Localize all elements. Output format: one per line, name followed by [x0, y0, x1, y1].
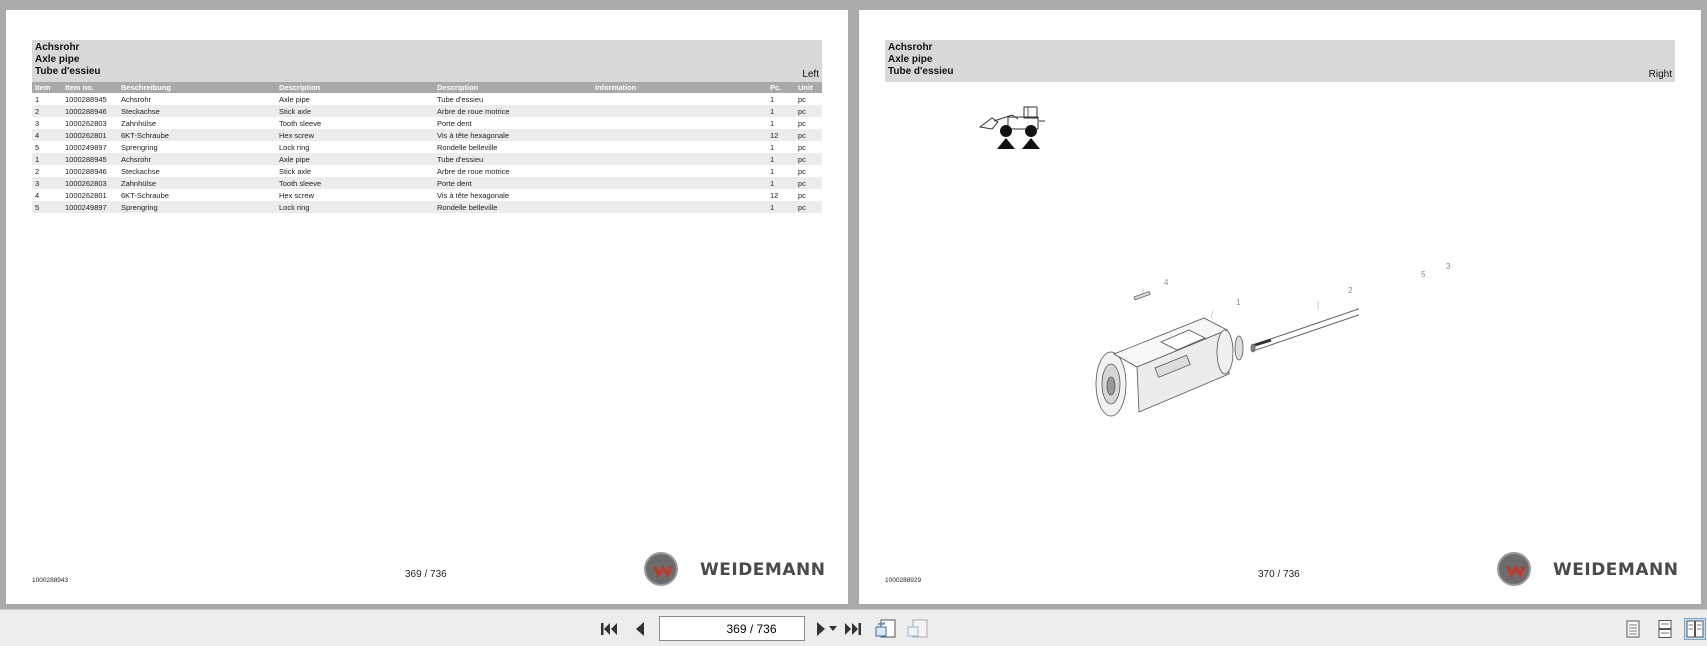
cell-description-fr: Vis à tête hexagonale: [437, 190, 510, 200]
cell-item-no: 1000288945: [62, 153, 118, 165]
two-page-icon: [1686, 620, 1704, 638]
next-page-icon: [814, 621, 828, 637]
cell-description-fr: Rondelle belleville: [437, 142, 498, 152]
callout-3: 3: [1446, 262, 1451, 271]
axle-housing: [1096, 318, 1243, 416]
callout-2: 2: [1348, 286, 1353, 295]
cell-unit: pc: [795, 129, 822, 141]
next-page-button[interactable]: [810, 618, 832, 640]
weidemann-logo-icon: [644, 552, 678, 586]
weidemann-logo: [644, 551, 830, 589]
wheel-loader-icon: [978, 105, 1053, 153]
last-page-icon: [844, 621, 862, 637]
cell-description-fr: Rondelle belleville: [434, 201, 592, 213]
fit-page-icon: [875, 619, 897, 639]
cell-information: [592, 117, 767, 129]
cell-item: 1: [32, 153, 62, 165]
cell-unit: pc: [798, 118, 806, 128]
cell-item-no: 1000249897: [62, 201, 118, 213]
document-number: 1000288943: [32, 577, 69, 584]
cell-unit: pc: [795, 177, 822, 189]
fit-page-button[interactable]: [875, 618, 897, 640]
cell-description-en: Stick axle: [276, 105, 434, 117]
cell-pc: 1: [770, 166, 775, 176]
cell-item: 5: [35, 142, 40, 152]
cell-item: 5: [32, 201, 62, 213]
page-number-input[interactable]: [660, 622, 829, 636]
cell-pc: 12: [767, 129, 795, 141]
cell-item: 2: [35, 166, 40, 176]
cell-item: 2: [32, 105, 62, 117]
hex-screw: [1134, 292, 1150, 300]
cell-pc: 1: [770, 94, 775, 104]
cell-information: [592, 153, 767, 165]
cell-beschreibung: Zahnhülse: [121, 118, 157, 128]
header-description-fr: Description: [434, 82, 592, 93]
cell-pc: 1: [767, 201, 795, 213]
side-label: Left: [802, 69, 819, 80]
weidemann-logo-icon: [1497, 552, 1531, 586]
cell-information: [592, 105, 767, 117]
cell-information: [592, 189, 767, 201]
cell-pc: 1: [770, 118, 775, 128]
header-item-no: Item no.: [62, 82, 118, 93]
cell-item: 3: [32, 177, 62, 189]
header-beschreibung: Beschreibung: [118, 82, 276, 93]
cell-unit: pc: [798, 190, 806, 200]
cell-beschreibung: Sprengring: [118, 201, 276, 213]
cell-information: [592, 165, 767, 177]
parts-table: [32, 82, 822, 213]
cell-description-en: Axle pipe: [279, 94, 310, 104]
cell-description-fr: Arbre de roue motrice: [434, 105, 592, 117]
cell-description-en: Hex screw: [279, 190, 315, 200]
single-page-view-button[interactable]: [1622, 618, 1644, 640]
cell-information: [592, 177, 767, 189]
table-row: [32, 105, 822, 117]
callout-1: 1: [1236, 298, 1241, 307]
two-page-view-button[interactable]: [1684, 618, 1706, 640]
title-german: Achsrohr: [35, 42, 80, 53]
document-number: 1000288929: [885, 577, 922, 584]
axle-pipe-exploded-view: [1089, 272, 1359, 432]
cell-item-no: 1000262801: [62, 129, 118, 141]
cell-beschreibung: Steckachse: [118, 105, 276, 117]
cell-unit: pc: [798, 166, 806, 176]
title-french: Tube d'essieu: [35, 66, 101, 77]
cell-description-fr: Vis à tête hexagonale: [434, 129, 592, 141]
cell-description-fr: Porte dent: [437, 118, 472, 128]
cell-beschreibung: Zahnhülse: [118, 177, 276, 189]
cell-unit: pc: [798, 94, 806, 104]
cell-beschreibung: Steckachse: [121, 166, 160, 176]
cell-beschreibung: Achsrohr: [118, 153, 276, 165]
cell-information: [592, 201, 767, 213]
table-row: [32, 177, 822, 189]
page-number: 370 / 736: [1258, 569, 1300, 580]
table-header-row: [32, 82, 822, 93]
page-number: 369 / 736: [405, 569, 447, 580]
header-description-en: Description: [276, 82, 434, 93]
cell-item-no: 1000249897: [65, 142, 107, 152]
cell-description-en: Stick axle: [279, 166, 312, 176]
page-selector[interactable]: [659, 616, 805, 641]
document-page-right: [859, 10, 1701, 604]
cell-unit: pc: [795, 201, 822, 213]
cell-item-no: 1000288946: [62, 105, 118, 117]
cell-pc: 1: [767, 105, 795, 117]
table-row: [32, 153, 822, 165]
cell-description-en: Lock ring: [276, 201, 434, 213]
continuous-page-icon: [1657, 620, 1673, 638]
cell-description-fr: Tube d'essieu: [437, 94, 484, 104]
previous-page-button[interactable]: [629, 618, 651, 640]
viewer-toolbar: [0, 609, 1707, 646]
title-english: Axle pipe: [35, 54, 80, 65]
cell-description-en: Hex screw: [276, 129, 434, 141]
cell-item: 4: [35, 190, 40, 200]
cell-item: 4: [32, 129, 62, 141]
continuous-page-view-button[interactable]: [1654, 618, 1676, 640]
cell-pc: 1: [767, 177, 795, 189]
table-row: [32, 165, 822, 177]
cell-description-en: Lock ring: [279, 142, 310, 152]
cell-description-en: Tooth sleeve: [276, 177, 434, 189]
cell-pc: 1: [770, 142, 775, 152]
side-label: Right: [1648, 69, 1672, 80]
cell-description-fr: Porte dent: [434, 177, 592, 189]
cell-beschreibung: 6KT-Schraube: [121, 190, 169, 200]
cell-item-no: 1000262801: [65, 190, 107, 200]
first-page-button[interactable]: [598, 618, 620, 640]
header-information: Information: [592, 82, 767, 93]
title-french: Tube d'essieu: [888, 66, 954, 77]
cell-item-no: 1000262803: [62, 177, 118, 189]
table-row: [32, 201, 822, 213]
weidemann-logo: [1497, 551, 1683, 589]
parts-header: [885, 40, 1675, 82]
cell-item: 1: [35, 94, 40, 104]
stick-axle: [1251, 302, 1359, 352]
callout-4: 4: [1164, 278, 1169, 287]
title-german: Achsrohr: [888, 42, 933, 53]
cell-item-no: 1000288946: [65, 166, 107, 176]
single-page-icon: [1625, 620, 1641, 638]
cell-unit: pc: [798, 142, 806, 152]
fit-width-icon: [907, 619, 929, 639]
cell-information: [592, 129, 767, 141]
cell-beschreibung: Achsrohr: [121, 94, 152, 104]
cell-pc: 12: [770, 190, 779, 200]
brand-name: WEIDEMANN: [1553, 560, 1679, 580]
cell-information: [592, 93, 767, 105]
title-english: Axle pipe: [888, 54, 933, 65]
cell-item-no: 1000262803: [65, 118, 107, 128]
brand-name: WEIDEMANN: [700, 560, 826, 580]
callout-5: 5: [1421, 270, 1426, 279]
table-row: [32, 189, 822, 201]
first-page-icon: [600, 621, 618, 637]
header-unit: Unit: [795, 82, 822, 93]
header-pc: Pc.: [767, 82, 795, 93]
fit-width-button[interactable]: [907, 618, 929, 640]
previous-page-icon: [633, 621, 647, 637]
cell-description-fr: Tube d'essieu: [434, 153, 592, 165]
table-row: [32, 117, 822, 129]
cell-item-no: 1000288945: [65, 94, 107, 104]
cell-unit: pc: [795, 153, 822, 165]
cell-description-en: Axle pipe: [276, 153, 434, 165]
cell-description-en: Tooth sleeve: [279, 118, 322, 128]
cell-information: [592, 141, 767, 153]
header-item: Item: [32, 82, 62, 93]
table-row: [32, 141, 822, 153]
document-page-left: [6, 10, 848, 604]
last-page-button[interactable]: [842, 618, 864, 640]
parts-header: [32, 40, 822, 82]
cell-item: 3: [35, 118, 40, 128]
table-row: [32, 129, 822, 141]
cell-beschreibung: Sprengring: [121, 142, 158, 152]
cell-beschreibung: 6KT-Schraube: [118, 129, 276, 141]
cell-unit: pc: [795, 105, 822, 117]
cell-pc: 1: [767, 153, 795, 165]
cell-description-fr: Arbre de roue motrice: [437, 166, 510, 176]
table-row: [32, 93, 822, 105]
